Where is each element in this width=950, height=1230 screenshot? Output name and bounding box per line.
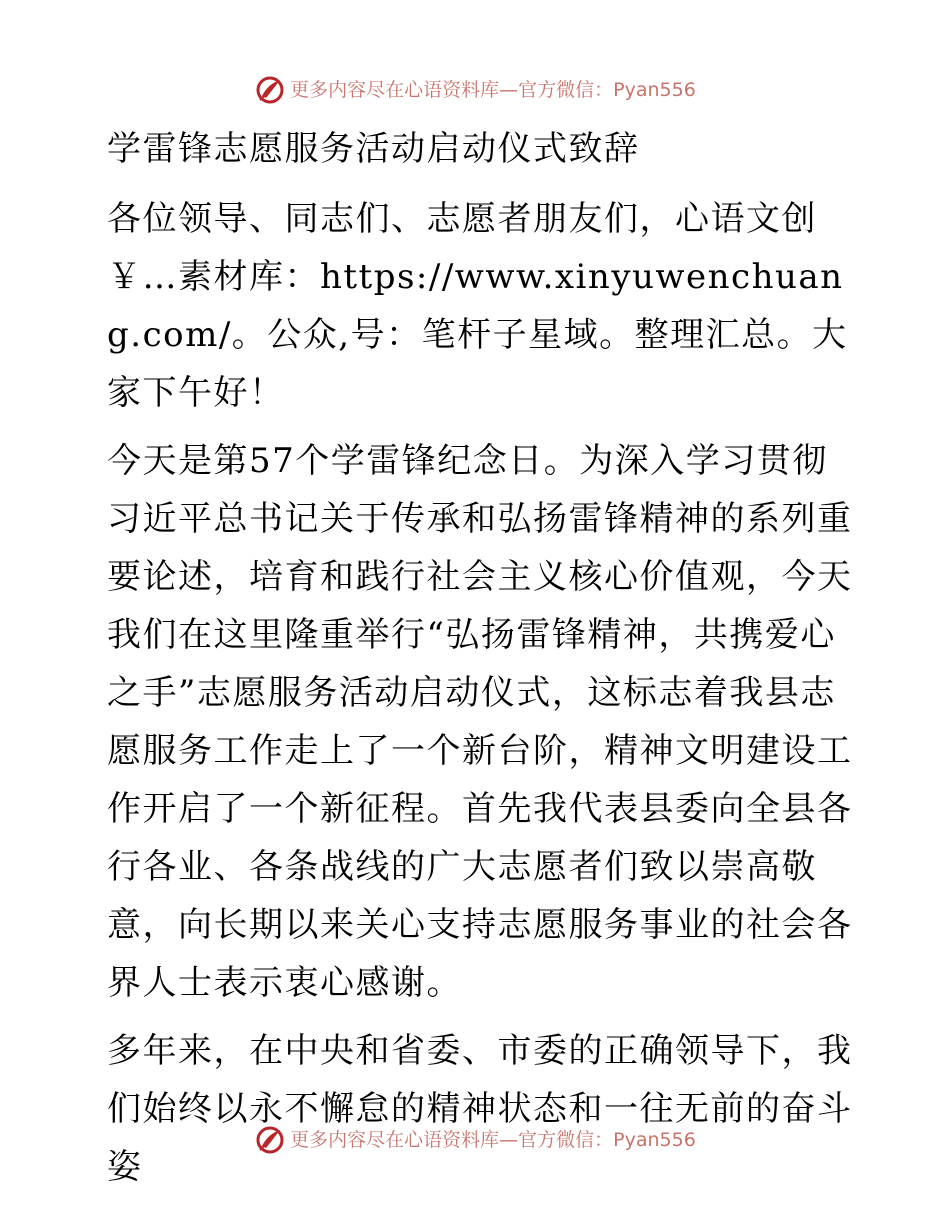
banner-text: 更多内容尽在心语资料库—官方微信：	[290, 79, 614, 101]
document-body	[97, 120, 857, 1206]
header-banner	[0, 74, 950, 106]
brush-pen-logo-icon	[254, 74, 286, 106]
banner-text: 更多内容尽在心语资料库—官方微信：	[290, 1129, 614, 1151]
footer-banner	[0, 1124, 950, 1156]
paragraph-intro: 今天是第57个学雷锋纪念日。为深入学习贯彻习近平总书记关于传承和弘扬雷锋精神的系列重要论述，培育和践行社会主义核心价值观，今天我们在这里隆重举行“弘扬雷锋精神，共携爱心之手”志愿服务活动启动仪式，这标志着我县志愿服务工作走上了一个新台阶，精神文明建设工作开启了一个新征程。首先我代表县委向全县各行各业、各条战线的广大志愿者们致以崇高敬意，向长期以来关心支持志愿服务事业的社会各界人士表示衷心感谢。	[107, 441, 853, 1003]
banner-handle: Pyan556	[613, 1129, 696, 1151]
paragraph-history: 多年来，在中央和省委、市委的正确领导下，我们始终以永不懈怠的精神状态和一往无前的奋斗姿	[107, 1031, 853, 1187]
banner-handle: Pyan556	[613, 79, 696, 101]
document-title: 学雷锋志愿服务活动启动仪式致辞	[107, 129, 640, 169]
brush-pen-logo-icon	[254, 1124, 286, 1156]
paragraph-greeting: 各位领导、同志们、志愿者朋友们，心语文创￥…素材库：https://www.xinyuwenchuang.com/。公众,号：笔杆子星域。整理汇总。大家下午好！	[107, 199, 848, 413]
